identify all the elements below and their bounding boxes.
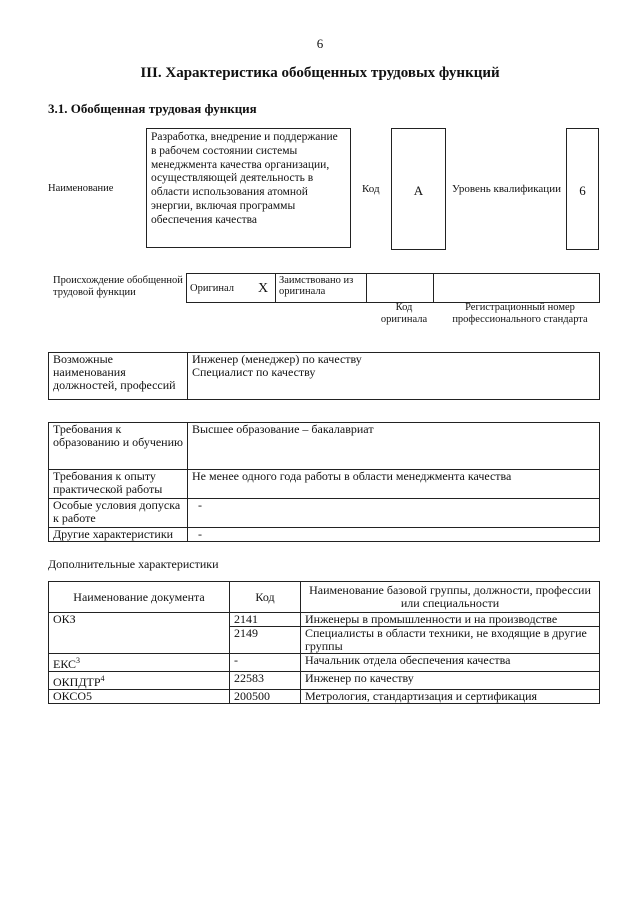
doc-name: ОКПДТР <box>53 675 101 689</box>
origin-reg-cell <box>434 274 600 303</box>
code-label: Код <box>362 183 380 195</box>
req-value: - <box>188 528 600 542</box>
origin-borrowed: Заимствовано из оригинала <box>276 274 367 303</box>
reg-number-caption: Регистрационный номер профессионального стандарта <box>452 302 588 325</box>
origin-mark: X <box>251 274 276 303</box>
req-value: Высшее образование – бакалавриат <box>188 423 600 470</box>
positions-values <box>188 353 600 400</box>
extra-header: Код <box>230 582 301 613</box>
code-value-box: A <box>391 128 446 250</box>
doc-cell <box>49 654 230 672</box>
code-cell: 22583 <box>230 672 301 690</box>
table-row <box>49 690 600 704</box>
doc-footnote: 4 <box>100 674 105 683</box>
req-value: - <box>188 499 600 528</box>
req-label: Другие характеристики <box>49 528 188 542</box>
extra-header: Наименование базовой группы, должности, профессии или специальности <box>301 582 600 613</box>
extra-table <box>48 581 600 704</box>
code-cell: 200500 <box>230 690 301 704</box>
origin-original: Оригинал <box>187 274 252 303</box>
doc-cell: ОКЗ <box>49 613 230 654</box>
positions-table <box>48 352 600 400</box>
table-row <box>49 613 600 627</box>
level-value-box: 6 <box>566 128 599 250</box>
doc-name: ЕКС <box>53 657 77 671</box>
function-name-box: Разработка, внедрение и поддержание в рабочем состоянии системы менеджмента качества организации, осуществляющей деятельность в области использования атомной энергии, включая программы обеспечения качества <box>146 128 351 248</box>
origin-table <box>186 273 600 303</box>
req-label: Особые условия допуска к работе <box>49 499 188 528</box>
req-label: Требования к образованию и обучению <box>49 423 188 470</box>
name-cell: Метрология, стандартизация и сертификация <box>301 690 600 704</box>
extra-title: Дополнительные характеристики <box>48 557 219 571</box>
name-cell: Инженеры в промышленности и на производстве <box>301 613 600 627</box>
extra-header: Наименование документа <box>49 582 230 613</box>
table-row <box>49 672 600 690</box>
code-original-caption: Код оригинала <box>380 302 428 325</box>
page-number: 6 <box>316 36 324 51</box>
origin-label: Происхождение обобщенной трудовой функции <box>53 275 183 298</box>
subsection-title: 3.1. Обобщенная трудовая функция <box>48 101 257 116</box>
origin-code-cell <box>367 274 434 303</box>
doc-footnote: 3 <box>76 656 81 665</box>
name-cell: Инженер по качеству <box>301 672 600 690</box>
code-cell: 2149 <box>230 627 301 654</box>
code-cell: - <box>230 654 301 672</box>
section-title: III. Характеристика обобщенных трудовых функций <box>140 65 500 81</box>
req-label: Требования к опыту практической работы <box>49 470 188 499</box>
doc-cell: ОКСО5 <box>49 690 230 704</box>
level-label: Уровень квалификации <box>452 183 561 195</box>
position-item: Специалист по качеству <box>192 365 316 379</box>
name-cell: Специалисты в области техники, не входящие в другие группы <box>301 627 600 654</box>
position-item: Инженер (менеджер) по качеству <box>192 352 362 366</box>
requirements-table <box>48 422 600 542</box>
req-value: Не менее одного года работы в области менеджмента качества <box>188 470 600 499</box>
name-cell: Начальник отдела обеспечения качества <box>301 654 600 672</box>
name-label: Наименование <box>48 183 114 194</box>
table-row <box>49 654 600 672</box>
doc-cell <box>49 672 230 690</box>
code-cell: 2141 <box>230 613 301 627</box>
positions-label: Возможные наименования должностей, профессий <box>49 353 188 400</box>
